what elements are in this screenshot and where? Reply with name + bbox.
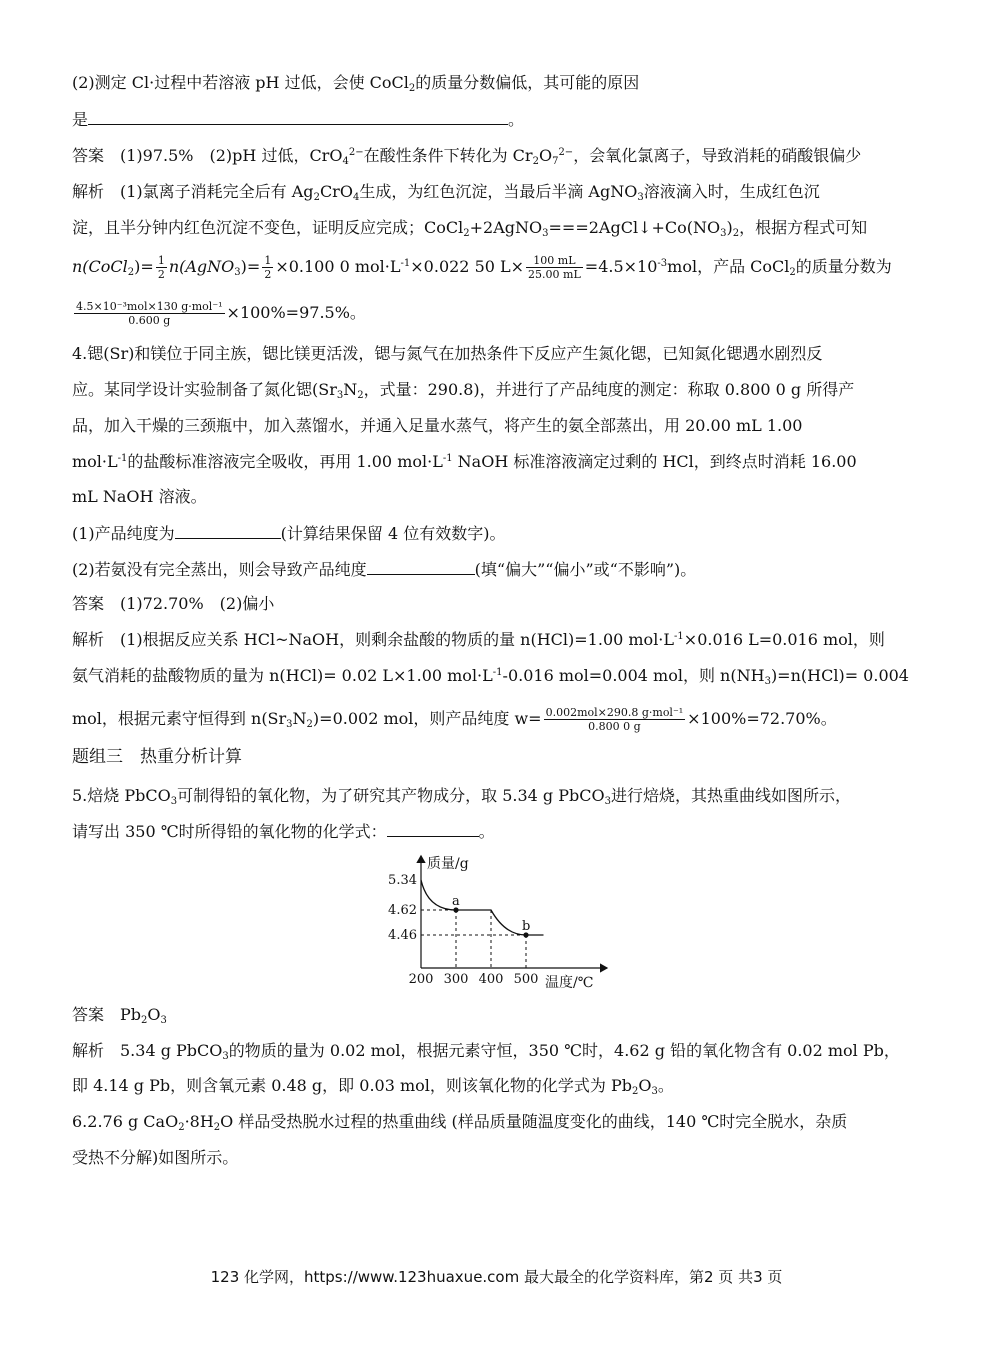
y-axis-label: 质量/g: [427, 856, 469, 872]
answer-4: 答案 (1)72.70% (2)偏小: [72, 594, 275, 613]
y-tick-label: 4.62: [388, 903, 417, 918]
analysis-5-line-1: 解析 5.34 g PbCO$_3$的物质的量为 0.02 mol，根据元素守恒，350 ℃时，4.62 g 铅的氧化物含有 0.02 mol Pb，: [72, 1041, 900, 1062]
answer-blank: [367, 558, 475, 575]
question-6-line-1: 6.2.76 g $CaO_2\cdot 8H_2O$ 样品受热脱水过程的热重曲线 (样品质量随温度变化的曲线，140 ℃时完全脱水，杂质: [72, 1112, 848, 1133]
fraction-half: $\frac{1}{2}$: [157, 254, 165, 281]
question-4-line-1: 4.锶(Sr)和镁位于同主族，锶比镁更活泼，锶与氮气在加热条件下反应产生氮化锶，已知氮化锶遇水剧烈反: [72, 344, 823, 363]
question-2-line-2: 是 。: [72, 110, 525, 129]
answer-blank: [175, 522, 281, 539]
fraction-volume: $\frac{100 mL}{25.00 mL}$: [528, 254, 581, 281]
fraction-mass: $\frac{\text{4.5×10⁻³mol×130 g·mol⁻¹}}{0.600 g}$: [76, 300, 223, 327]
y-tick-label: 5.34: [388, 873, 417, 888]
fraction-purity: $\frac{\text{0.002mol×290.8 g·mol⁻¹}}{0.800 0 g}$: [545, 706, 684, 733]
analysis-3-line-3: n(CoCl$_2$)= $\frac{1}{2}$ n(AgNO$_3$)= $\frac{1}{2}$ ×0.100 0 $mol\cdot L^{-1}\times 0.022$ 50 L× $\frac{100 mL}{25.00 mL}$ $=4.5\times 10^{-3}mol$，产品 CoCl$_2$的质量分数为: [72, 254, 892, 281]
analysis-3-line-1: 解析 (1)氯离子消耗完全后有 $Ag_2CrO_4$生成，为红色沉淀，当最后半滴 AgNO$_3$溶液滴入时，生成红色沉: [72, 182, 820, 203]
answer-blank: [387, 820, 479, 837]
question-4-line-3: 品，加入干燥的三颈瓶中，加入蒸馏水，并通入足量水蒸气，将产生的氨全部蒸出，用 20.00 mL 1.00: [72, 416, 803, 435]
answer-blank: [88, 108, 508, 125]
x-tick-label: 300: [443, 972, 469, 987]
x-tick-label: 200: [408, 972, 434, 987]
question-4-part-1: (1)产品纯度为 (计算结果保留 4 位有效数字)。: [72, 524, 506, 543]
answer-5: 答案 $Pb_2O_3$: [72, 1005, 167, 1026]
thermogravimetric-chart: [385, 852, 625, 992]
analysis-3-line-4: $\frac{\text{4.5×10⁻³mol×130 g·mol⁻¹}}{0.600 g}$ ×100%=97.5%。: [76, 300, 366, 327]
question-6-line-2: 受热不分解)如图所示。: [72, 1148, 239, 1167]
y-tick-label: 4.46: [388, 928, 417, 943]
analysis-4-line-1: 解析 (1)根据反应关系 HCl~NaOH，则剩余盐酸的物质的量 n(HCl)=1.00 $mol\cdot L^{-1}\times 0.016$ L=0.016 mol，则: [72, 630, 885, 649]
analysis-4-line-2: 氨气消耗的盐酸物质的量为 n(HCl)= 0.02 L×1.00 $mol\cdot L^{-1}-0.016$ mol=0.004 mol，则 $n(NH_3)=n(HCl)= 0.004$: [72, 666, 909, 687]
analysis-5-line-2: 即 4.14 g Pb，则含氧元素 0.48 g，即 0.03 mol，则该氧化物的化学式为 $Pb_2O_3$。: [72, 1076, 674, 1097]
x-tick-label: 400: [478, 972, 504, 987]
analysis-4-line-3: mol，根据元素守恒得到 $n(Sr_3N_2)=0.002$ mol，则产品纯度 w= $\frac{\text{0.002mol×290.8 g·mol⁻¹}}{0.800 0 g}$ ×100%=72.70%。: [72, 706, 837, 733]
question-4-line-2: 应。某同学设计实验制备了氮化锶($Sr_3N_2$，式量：290.8)，并进行了产品纯度的测定：称取 0.800 0 g 所得产: [72, 380, 855, 401]
question-2-line-1: (2)测定 Cl·过程中若溶液 pH 过低，会使 CoCl$_2$的质量分数偏低，其可能的原因: [72, 73, 640, 94]
x-axis-label: 温度/℃: [545, 975, 594, 991]
question-4-line-5: mL NaOH 溶液。: [72, 487, 207, 506]
answer-3: 答案 (1)97.5% (2)pH 过低，CrO$_4^{2-}$在酸性条件下转化为 $Cr_2O_7^{2-}$，会氧化氯离子，导致消耗的硝酸银偏少: [72, 146, 862, 167]
analysis-3-line-2: 淀，且半分钟内红色沉淀不变色，证明反应完成；$CoCl_2+2AgNO_3===2AgCl↓+Co(NO_3)_2$，根据方程式可知: [72, 218, 868, 239]
question-4-part-2: (2)若氨没有完全蒸出，则会导致产品纯度 (填“偏大”“偏小”或“不影响”)。: [72, 560, 697, 579]
section-heading: 题组三 热重分析计算: [72, 747, 242, 767]
x-tick-label: 500: [513, 972, 539, 987]
page-footer: 123 化学网，https://www.123huaxue.com 最大最全的化学资料库，第2 页 共3 页: [210, 1268, 783, 1286]
question-5-line-2: 请写出 350 ℃时所得铅的氧化物的化学式： 。: [72, 822, 495, 841]
point-label-b: b: [522, 919, 531, 934]
question-4-line-4: $mol\cdot L^{-1}$的盐酸标准溶液完全吸收，再用 1.00 $mol\cdot L^{-1}$ NaOH 标准溶液滴定过剩的 HCl，到终点时消耗 16.00: [72, 452, 857, 471]
question-5-line-1: 5.焙烧 PbCO$_3$可制得铅的氧化物，为了研究其产物成分，取 5.34 g PbCO$_3$进行焙烧，其热重曲线如图所示，: [72, 786, 851, 807]
point-label-a: a: [452, 894, 460, 909]
fraction-half-2: $\frac{1}{2}$: [264, 254, 272, 281]
